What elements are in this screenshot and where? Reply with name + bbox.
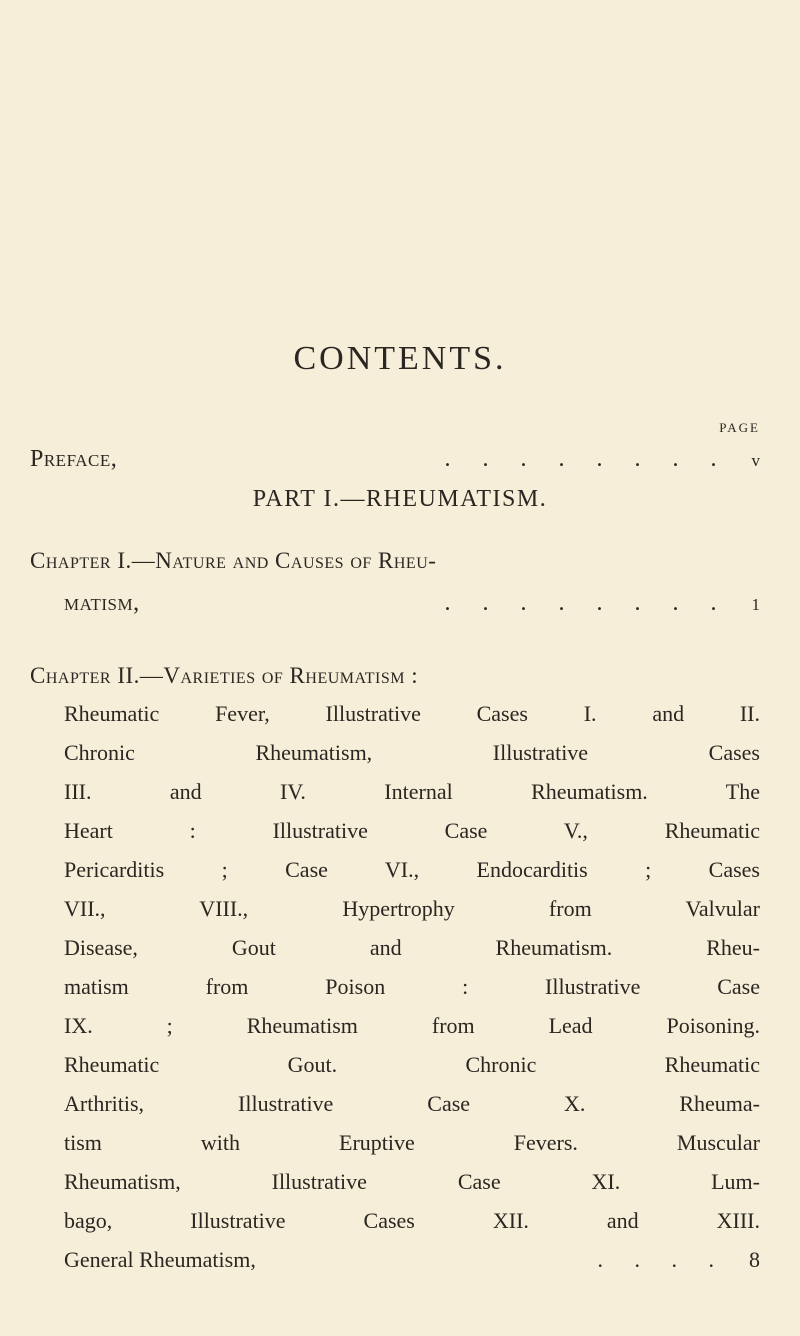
body-line: Rheumatic Gout. Chronic Rheumatic xyxy=(64,1052,760,1077)
preface-label: Preface, xyxy=(30,446,118,472)
body-line: matism from Poison : Illustrative Case xyxy=(64,974,760,999)
body-line: Chronic Rheumatism, Illustrative Cases xyxy=(64,740,760,765)
chapter-1-page-number: 1 xyxy=(751,595,760,614)
body-line: tism with Eruptive Fevers. Muscular xyxy=(64,1130,760,1155)
chapter-1-heading: Chapter I.—Nature and Causes of Rheu- xyxy=(30,548,437,573)
body-line: IX. ; Rheumatism from Lead Poisoning. xyxy=(64,1013,760,1038)
body-line: bago, Illustrative Cases XII. and XIII. xyxy=(64,1208,760,1233)
leader-dots: . . . . . . . . xyxy=(444,446,730,472)
body-line: Pericarditis ; Case VI., Endocarditis ; Cases xyxy=(64,857,760,882)
body-line: III. and IV. Internal Rheumatism. The xyxy=(64,779,760,804)
part-heading: PART I.—RHEUMATISM. xyxy=(252,486,548,512)
page-column-label: PAGE xyxy=(719,420,760,435)
body-line: Disease, Gout and Rheumatism. Rheu- xyxy=(64,935,760,960)
chapter-2-body xyxy=(64,694,760,1279)
chapter-1-heading-cont: matism, xyxy=(64,590,140,616)
chapter-2-page-number: 8 xyxy=(749,1247,760,1272)
leader-dots: . . . . . . . . xyxy=(444,590,730,616)
body-line: Arthritis, Illustrative Case X. Rheuma- xyxy=(64,1091,760,1116)
body-line: Rheumatism, Illustrative Case XI. Lum- xyxy=(64,1169,760,1194)
body-line: Heart : Illustrative Case V., Rheumatic xyxy=(64,818,760,843)
chapter-2-heading: Chapter II.—Varieties of Rheumatism : xyxy=(30,663,419,688)
body-line: VII., VIII., Hypertrophy from Valvular xyxy=(64,896,760,921)
preface-page-number: v xyxy=(751,451,760,470)
chapter-2-last-text: General Rheumatism, xyxy=(64,1247,256,1272)
body-line: Rheumatic Fever, Illustrative Cases I. and II. xyxy=(64,701,760,726)
chapter-2-last-line xyxy=(64,1240,760,1279)
leader-dots: . . . . xyxy=(597,1247,727,1272)
page-title: CONTENTS. xyxy=(293,340,507,377)
preface-entry xyxy=(30,446,760,473)
chapter-1-entry xyxy=(64,590,760,617)
